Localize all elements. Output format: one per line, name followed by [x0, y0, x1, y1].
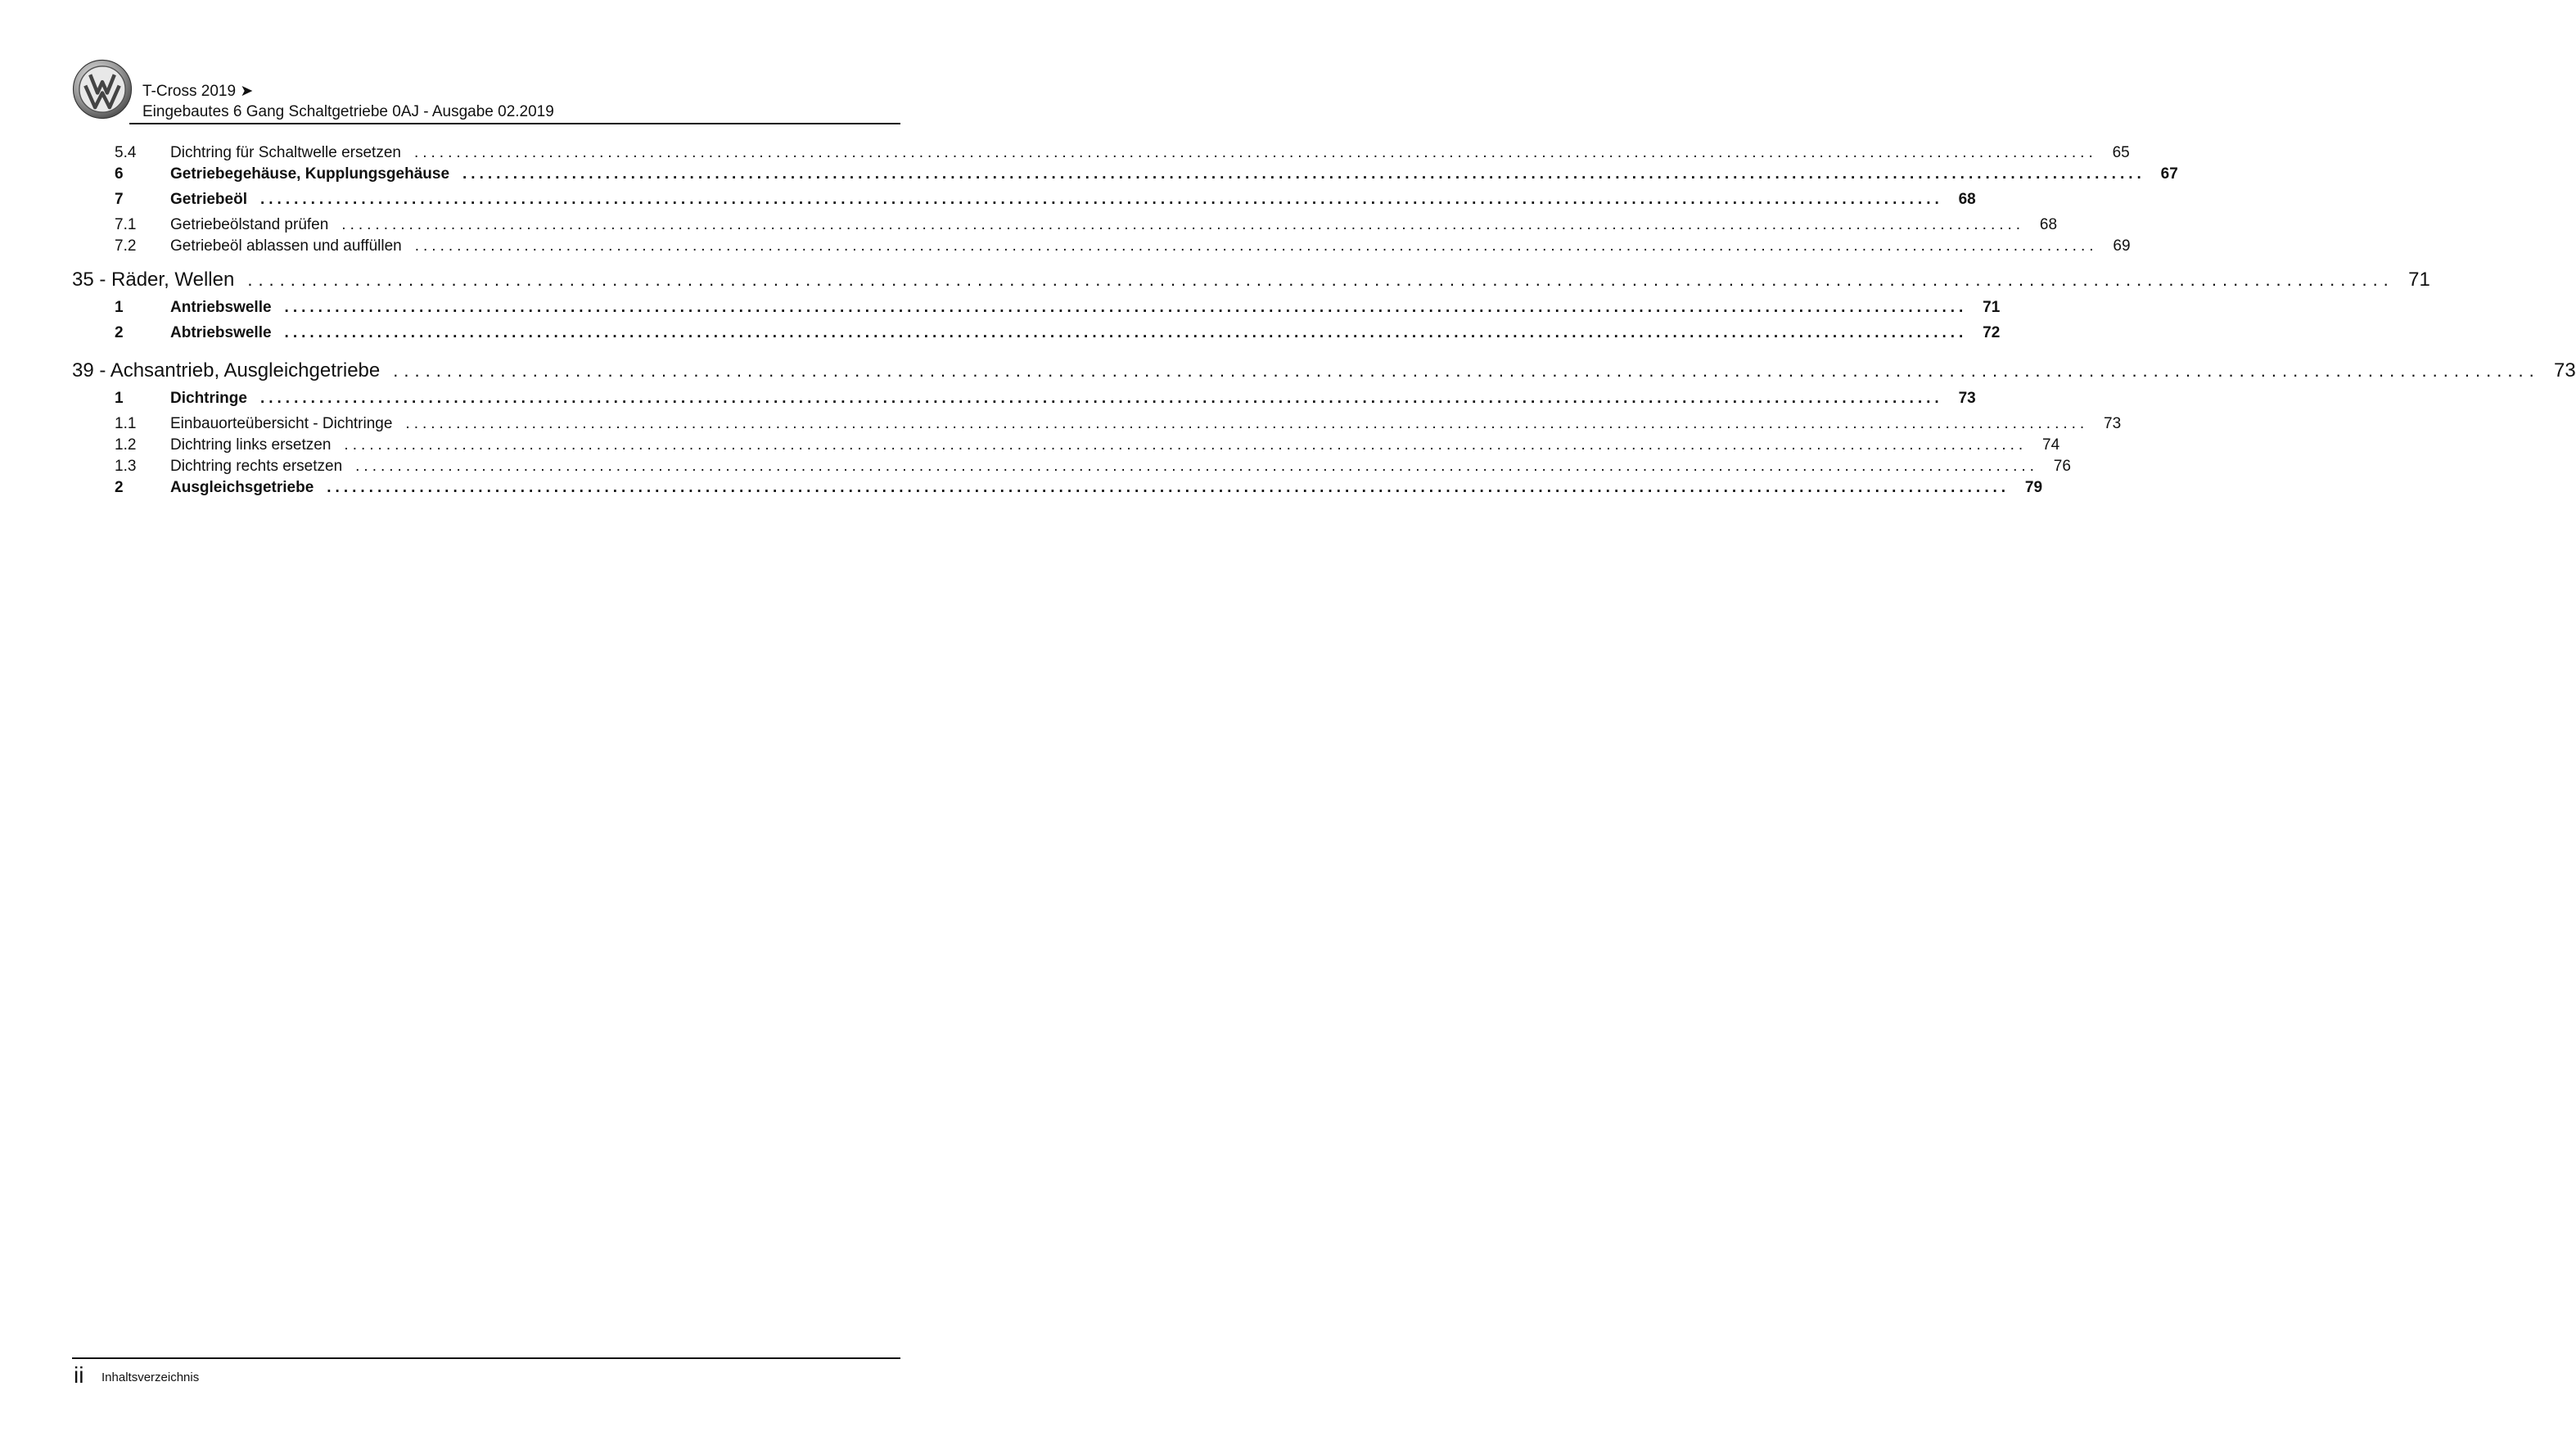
dot-leader: ........................................................................................................................................................................................................ — [327, 479, 2010, 496]
dot-leader: ........................................................................................................................................................................................................ — [414, 237, 2098, 255]
toc-entry-row[interactable] — [72, 165, 2178, 191]
toc-entry-number: 1 — [115, 299, 124, 316]
toc-entry-title: Dichtring rechts ersetzen — [170, 458, 343, 475]
dot-leader: ........................................................................................................................................................................................................ — [341, 216, 2025, 233]
page-header — [72, 59, 900, 124]
toc-entry-row[interactable] — [72, 144, 2130, 165]
dot-leader: ........................................................................................................................................................................................................ — [413, 144, 2097, 161]
toc-entry-number: 1.1 — [115, 415, 137, 432]
toc-entry-number: 1.2 — [115, 436, 137, 454]
toc-entry-page: 67 — [2160, 165, 2178, 183]
toc-entry-row[interactable] — [72, 237, 2131, 259]
dot-leader: ........................................................................................................................................................................................................ — [462, 165, 2145, 183]
toc-entry-title: Antriebswelle — [170, 299, 272, 316]
dot-leader: ........................................................................................................................................................................................................ — [405, 415, 2089, 432]
toc-entry-row[interactable] — [72, 415, 2122, 436]
toc-entry-title: 35 - Räder, Wellen — [72, 269, 235, 291]
dot-leader: ........................................................................................................................................................................................................ — [259, 390, 1943, 407]
toc-entry-page: 69 — [2113, 237, 2131, 255]
vw-logo-icon — [72, 59, 133, 120]
toc-entry-title: Getriebegehäuse, Kupplungsgehäuse — [170, 165, 450, 183]
toc-entry-title: Dichtring links ersetzen — [170, 436, 332, 454]
toc-entry-number: 1 — [115, 390, 124, 407]
toc-entry-row[interactable] — [72, 390, 1976, 415]
dot-leader: ........................................................................................................................................................................................................ — [355, 458, 2038, 475]
table-of-contents — [72, 144, 2576, 504]
toc-entry-number: 2 — [115, 479, 124, 496]
toc-entry-page: 68 — [1958, 191, 1976, 208]
toc-entry-title: Getriebeöl — [170, 191, 247, 208]
dot-leader: ........................................................................................................................................................................................................ — [284, 324, 1968, 341]
header-subtitle: Eingebautes 6 Gang Schaltgetriebe 0AJ - Ausgabe 02.2019 — [142, 103, 554, 120]
toc-entry-row[interactable] — [72, 479, 2043, 504]
toc-entry-page: 73 — [2554, 359, 2576, 382]
toc-entry-page: 74 — [2042, 436, 2060, 454]
toc-entry-number: 6 — [115, 165, 124, 183]
toc-entry-number: 2 — [115, 324, 124, 341]
toc-entry-number: 7.1 — [115, 216, 137, 233]
footer-rule — [72, 1357, 900, 1359]
toc-entry-row[interactable] — [72, 436, 2060, 458]
toc-entry-row[interactable] — [72, 191, 1976, 216]
toc-entry-title: Getriebeöl ablassen und auffüllen — [170, 237, 402, 255]
toc-entry-page: 68 — [2039, 216, 2058, 233]
toc-entry-page: 65 — [2112, 144, 2130, 161]
toc-entry-title: Einbauorteübersicht - Dichtringe — [170, 415, 393, 432]
toc-entry-page: 73 — [2104, 415, 2122, 432]
toc-entry-title: Getriebeölstand prüfen — [170, 216, 329, 233]
toc-entry-title: Abtriebswelle — [170, 324, 272, 341]
toc-entry-page: 71 — [2408, 269, 2430, 291]
toc-entry-number: 5.4 — [115, 144, 137, 161]
footer-page-number: ii — [74, 1362, 84, 1388]
toc-entry-number: 1.3 — [115, 458, 137, 475]
toc-entry-row[interactable] — [72, 324, 2001, 350]
dot-leader: ........................................................................................................................................................................................................ — [259, 191, 1943, 208]
toc-entry-title: Dichtringe — [170, 390, 247, 407]
toc-entry-number: 7 — [115, 191, 124, 208]
toc-entry-number: 7.2 — [115, 237, 137, 255]
dot-leader: ........................................................................................................................................................................................................ — [247, 269, 2394, 290]
header-rule — [129, 123, 900, 124]
dot-leader: ........................................................................................................................................................................................................ — [393, 360, 2540, 381]
footer-label: Inhaltsverzeichnis — [102, 1371, 200, 1384]
toc-entry-page: 71 — [1983, 299, 2001, 316]
dot-leader: ........................................................................................................................................................................................................ — [344, 436, 2028, 454]
toc-entry-page: 72 — [1983, 324, 2001, 341]
toc-entry-title: Ausgleichsgetriebe — [170, 479, 314, 496]
toc-entry-title: Dichtring für Schaltwelle ersetzen — [170, 144, 401, 161]
toc-entry-title: 39 - Achsantrieb, Ausgleichgetriebe — [72, 359, 381, 382]
header-model: T-Cross 2019 ➤ — [142, 83, 254, 100]
toc-chapter-row[interactable] — [72, 359, 2576, 390]
toc-entry-page: 79 — [2024, 479, 2043, 496]
dot-leader: ........................................................................................................................................................................................................ — [284, 299, 1968, 316]
toc-entry-row[interactable] — [72, 299, 2001, 324]
toc-entry-row[interactable] — [72, 216, 2058, 237]
toc-entry-row[interactable] — [72, 458, 2071, 479]
toc-entry-page: 73 — [1958, 390, 1976, 407]
toc-entry-page: 76 — [2053, 458, 2071, 475]
toc-chapter-row[interactable] — [72, 269, 2430, 299]
